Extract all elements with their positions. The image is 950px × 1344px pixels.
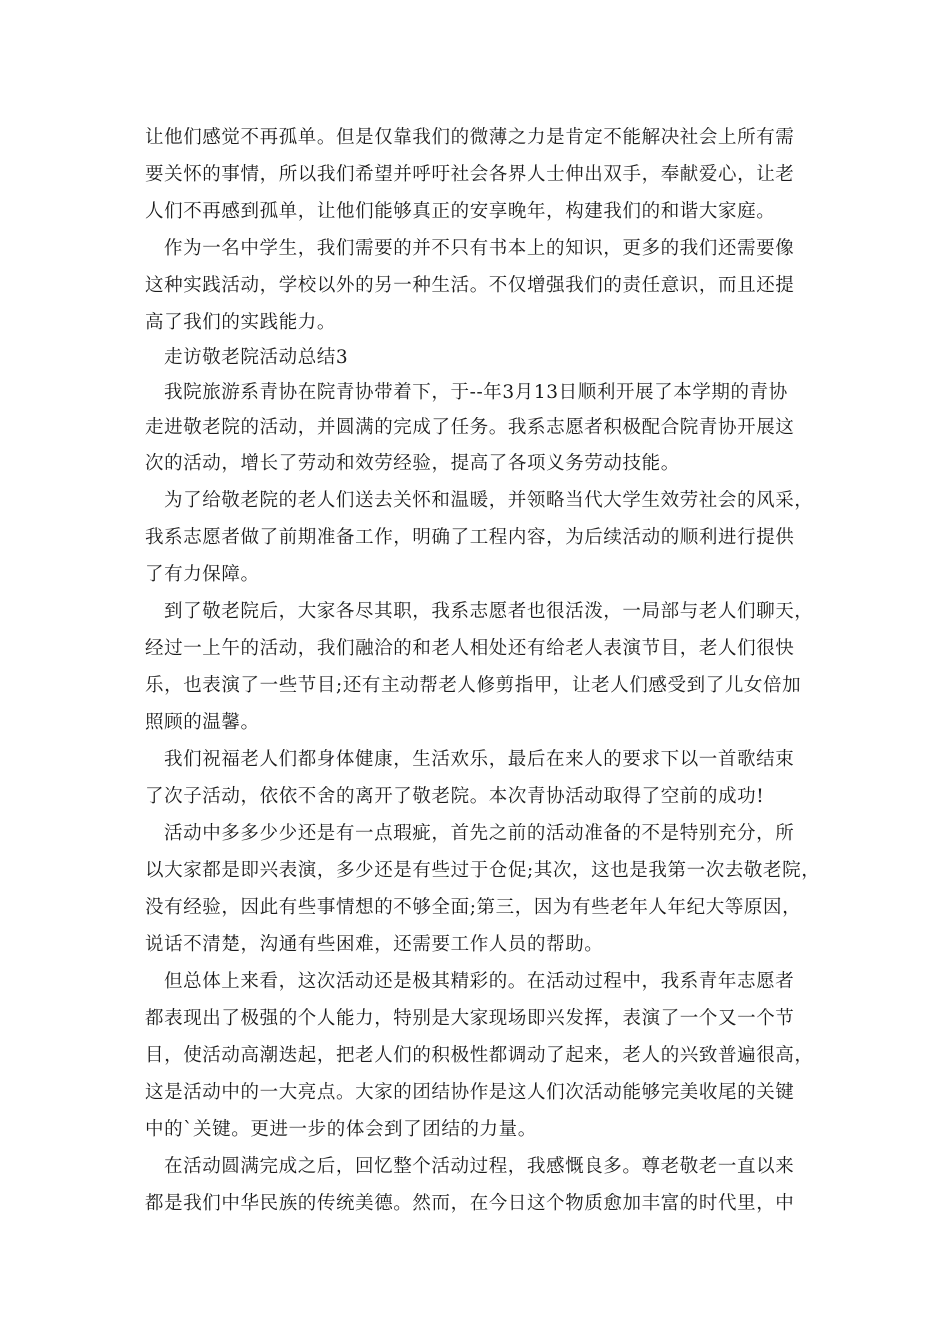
- paragraph-first-line: 我们祝福老人们都身体健康，生活欢乐，最后在来人的要求下以一首歌结束: [164, 749, 795, 770]
- paragraph-first-line: 在活动圆满完成之后，回忆整个活动过程，我感慨良多。尊老敬老一直以来: [164, 1156, 795, 1177]
- text-line: 要关怀的事情，所以我们希望并呼吁社会各界人士伸出双手，奉献爱心，让老: [145, 164, 795, 185]
- text-line: 次的活动，增长了劳动和效劳经验，提高了各项义务劳动技能。: [145, 453, 680, 474]
- paragraph-first-line: 活动中多多少少还是有一点瑕疵，首先之前的活动准备的不是特别充分，所: [164, 823, 795, 844]
- text-line: 都是我们中华民族的传统美德。然而，在今日这个物质愈加丰富的时代里，中: [145, 1193, 795, 1214]
- text-line: 这是活动中的一大亮点。大家的团结协作是这人们次活动能够完美收尾的关键: [145, 1082, 795, 1103]
- text-line: 经过一上午的活动，我们融洽的和老人相处还有给老人表演节目，老人们很快: [145, 638, 795, 659]
- text-line: 了次子活动，依依不舍的离开了敬老院。本次青协活动取得了空前的成功!: [145, 786, 765, 807]
- paragraph-first-line: 到了敬老院后，大家各尽其职，我系志愿者也很活泼，一局部与老人们聊天，: [164, 601, 814, 622]
- text-line: 都表现出了极强的个人能力，特别是大家现场即兴发挥，表演了一个又一个节: [145, 1008, 795, 1029]
- section-heading: 走访敬老院活动总结3: [164, 347, 349, 368]
- text-line: 高了我们的实践能力。: [145, 312, 337, 333]
- text-line: 没有经验，因此有些事情想的不够全面;第三，因为有些老年人年纪大等原因，: [145, 897, 802, 918]
- paragraph-first-line: 作为一名中学生，我们需要的并不只有书本上的知识，更多的我们还需要像: [164, 238, 795, 259]
- paragraph-first-line: 我院旅游系青协在院青协带着下，于--年3月13日顺利开展了本学期的青协: [164, 382, 788, 403]
- text-line: 了有力保障。: [145, 564, 260, 585]
- text-line: 以大家都是即兴表演，多少还是有些过于仓促;其次，这也是我第一次去敬老院，: [145, 860, 821, 881]
- paragraph-first-line: 但总体上来看，这次活动还是极其精彩的。在活动过程中，我系青年志愿者: [164, 971, 795, 992]
- text-line: 我系志愿者做了前期准备工作，明确了工程内容，为后续活动的顺利进行提供: [145, 527, 795, 548]
- text-line: 乐，也表演了一些节目;还有主动帮老人修剪指甲，让老人们感受到了儿女倍加: [145, 675, 802, 696]
- text-line: 让他们感觉不再孤单。但是仅靠我们的微薄之力是肯定不能解决社会上所有需: [145, 127, 795, 148]
- text-line: 人们不再感到孤单，让他们能够真正的安享晚年，构建我们的和谐大家庭。: [145, 201, 776, 222]
- text-line: 说话不清楚，沟通有些困难，还需要工作人员的帮助。: [145, 934, 604, 955]
- text-line: 走进敬老院的活动，并圆满的完成了任务。我系志愿者积极配合院青协开展这: [145, 417, 795, 438]
- paragraph-first-line: 为了给敬老院的老人们送去关怀和温暖，并领略当代大学生效劳社会的风采，: [164, 490, 814, 511]
- text-line: 这种实践活动，学校以外的另一种生活。不仅增强我们的责任意识，而且还提: [145, 275, 795, 296]
- text-line: 中的`关键。更进一步的体会到了团结的力量。: [145, 1119, 537, 1140]
- text-line: 照顾的温馨。: [145, 712, 260, 733]
- text-line: 目，使活动高潮迭起，把老人们的积极性都调动了起来，老人的兴致普遍很高，: [145, 1045, 814, 1066]
